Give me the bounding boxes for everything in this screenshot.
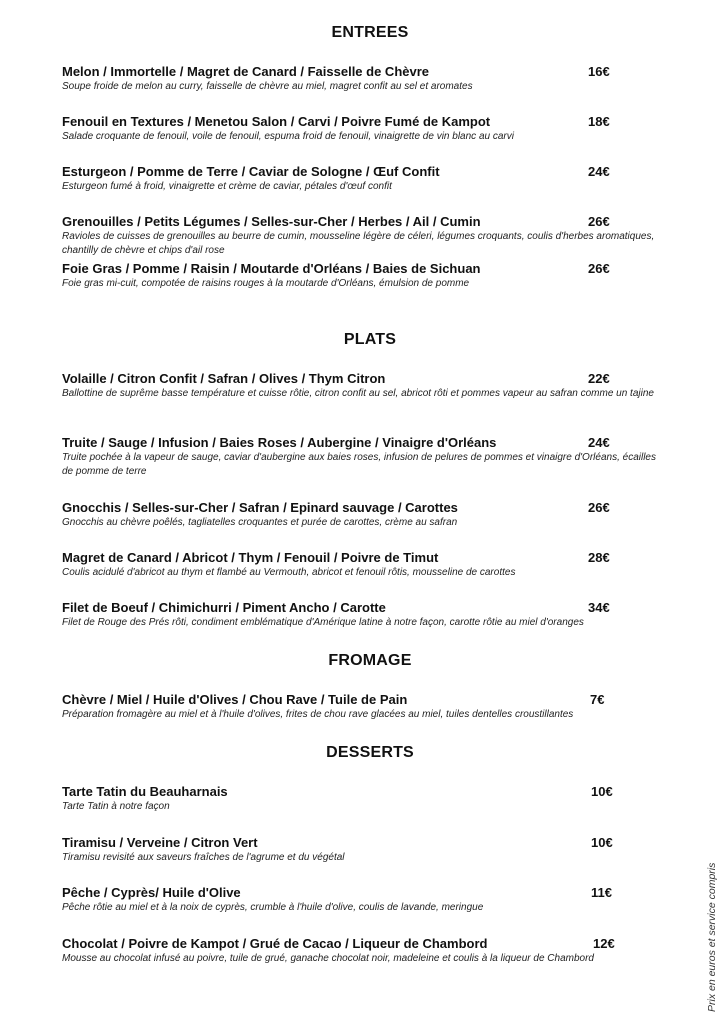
menu-item bbox=[62, 936, 662, 966]
item-description: Foie gras mi-cuit, compotée de raisins rouges à la moutarde d'Orléans, émulsion de pomme bbox=[62, 278, 470, 289]
item-name: Grenouilles / Petits Légumes / Selles-sur-Cher / Herbes / Ail / Cumin bbox=[62, 214, 481, 229]
item-price: 26€ bbox=[588, 214, 610, 229]
item-description: Truite pochée à la vapeur de sauge, caviar d'aubergine aux baies roses, infusion de pelures de pommes et vinaigre d'Orléans, écailles de pomme de terre bbox=[62, 452, 656, 477]
item-name: Magret de Canard / Abricot / Thym / Fenouil / Poivre de Timut bbox=[62, 550, 439, 565]
item-name: Fenouil en Textures / Menetou Salon / Carvi / Poivre Fumé de Kampot bbox=[62, 114, 491, 129]
menu-item bbox=[62, 435, 662, 479]
item-price: 10€ bbox=[591, 835, 613, 850]
item-name: Pêche / Cyprès/ Huile d'Olive bbox=[62, 885, 241, 900]
section-title-fromage: FROMAGE bbox=[328, 652, 412, 669]
item-price: 26€ bbox=[588, 500, 610, 515]
item-price: 11€ bbox=[591, 885, 612, 900]
item-name: Truite / Sauge / Infusion / Baies Roses / Aubergine / Vinaigre d'Orléans bbox=[62, 435, 497, 450]
menu-item bbox=[62, 692, 662, 722]
menu-item bbox=[62, 600, 662, 630]
item-price: 28€ bbox=[588, 550, 610, 565]
item-name: Esturgeon / Pomme de Terre / Caviar de Sologne / Œuf Confit bbox=[62, 164, 440, 179]
item-price: 12€ bbox=[593, 936, 615, 951]
item-description: Salade croquante de fenouil, voile de fenouil, espuma froid de fenouil, vinaigrette de vin blanc au carvi bbox=[62, 131, 514, 142]
item-description: Filet de Rouge des Prés rôti, condiment emblématique d'Amérique latine à notre façon, carotte rôtie au miel d'oranges bbox=[62, 617, 584, 628]
item-description: Ballottine de suprême basse température et cuisse rôtie, citron confit au sel, abricot rôti et pommes vapeur au safran comme un tajine bbox=[62, 388, 654, 399]
item-description: Préparation fromagère au miel et à l'huile d'olives, frites de chou rave glacées au miel, tuiles dentelles croustillantes bbox=[62, 709, 574, 720]
item-description: Soupe froide de melon au curry, faisselle de chèvre au miel, magret confit au sel et aromates bbox=[62, 81, 473, 92]
item-description: Ravioles de cuisses de grenouilles au beurre de cumin, mousseline légère de céleri, légumes croquants, coulis d'herbes aromatiques, chantilly de chèvre et chips d'ail rose bbox=[62, 231, 655, 256]
item-name: Chocolat / Poivre de Kampot / Grué de Cacao / Liqueur de Chambord bbox=[62, 936, 488, 951]
section-title-entrees: ENTREES bbox=[331, 24, 409, 41]
menu-item bbox=[62, 835, 662, 865]
item-price: 16€ bbox=[588, 64, 610, 79]
item-price: 18€ bbox=[588, 114, 610, 129]
section-title-desserts: DESSERTS bbox=[326, 744, 414, 761]
menu-item bbox=[62, 214, 662, 258]
item-description: Coulis acidulé d'abricot au thym et flambé au Vermouth, abricot et fenouil rôtis, mousseline de carottes bbox=[62, 567, 516, 578]
item-description: Tarte Tatin à notre façon bbox=[62, 801, 170, 812]
item-description: Tiramisu revisité aux saveurs fraîches de l'agrume et du végétal bbox=[62, 852, 345, 863]
menu-item bbox=[62, 371, 662, 401]
item-price: 7€ bbox=[590, 692, 605, 707]
item-price: 24€ bbox=[588, 435, 610, 450]
item-name: Gnocchis / Selles-sur-Cher / Safran / Epinard sauvage / Carottes bbox=[62, 500, 458, 515]
item-price: 24€ bbox=[588, 164, 610, 179]
menu-item bbox=[62, 500, 662, 530]
item-name: Melon / Immortelle / Magret de Canard / Faisselle de Chèvre bbox=[62, 64, 430, 79]
item-price: 10€ bbox=[591, 784, 613, 799]
price-note: Prix en euros et service compris bbox=[706, 862, 718, 1012]
menu-item bbox=[62, 164, 662, 194]
item-price: 26€ bbox=[588, 261, 610, 276]
item-name: Foie Gras / Pomme / Raisin / Moutarde d'Orléans / Baies de Sichuan bbox=[62, 261, 481, 276]
item-name: Tiramisu / Verveine / Citron Vert bbox=[62, 835, 258, 850]
menu-item bbox=[62, 784, 662, 814]
item-name: Chèvre / Miel / Huile d'Olives / Chou Rave / Tuile de Pain bbox=[62, 692, 408, 707]
menu-item bbox=[62, 64, 662, 94]
menu-item bbox=[62, 885, 662, 915]
item-name: Volaille / Citron Confit / Safran / Olives / Thym Citron bbox=[62, 371, 386, 386]
item-price: 34€ bbox=[588, 600, 610, 615]
item-name: Tarte Tatin du Beauharnais bbox=[62, 784, 228, 799]
menu-item bbox=[62, 261, 662, 291]
menu-item bbox=[62, 114, 662, 144]
item-name: Filet de Boeuf / Chimichurri / Piment Ancho / Carotte bbox=[62, 600, 386, 615]
section-title-plats: PLATS bbox=[343, 331, 397, 348]
item-description: Mousse au chocolat infusé au poivre, tuile de grué, ganache chocolat noir, madeleine et coulis à la liqueur de Chambord bbox=[62, 953, 594, 964]
item-description: Esturgeon fumé à froid, vinaigrette et crème de caviar, pétales d'œuf confit bbox=[62, 181, 392, 192]
item-price: 22€ bbox=[588, 371, 610, 386]
item-description: Gnocchis au chèvre poêlés, tagliatelles croquantes et purée de carottes, crème au safran bbox=[62, 517, 458, 528]
menu-item bbox=[62, 550, 662, 580]
item-description: Pêche rôtie au miel et à la noix de cyprès, crumble à l'huile d'olive, coulis de lavande, meringue bbox=[62, 902, 484, 913]
